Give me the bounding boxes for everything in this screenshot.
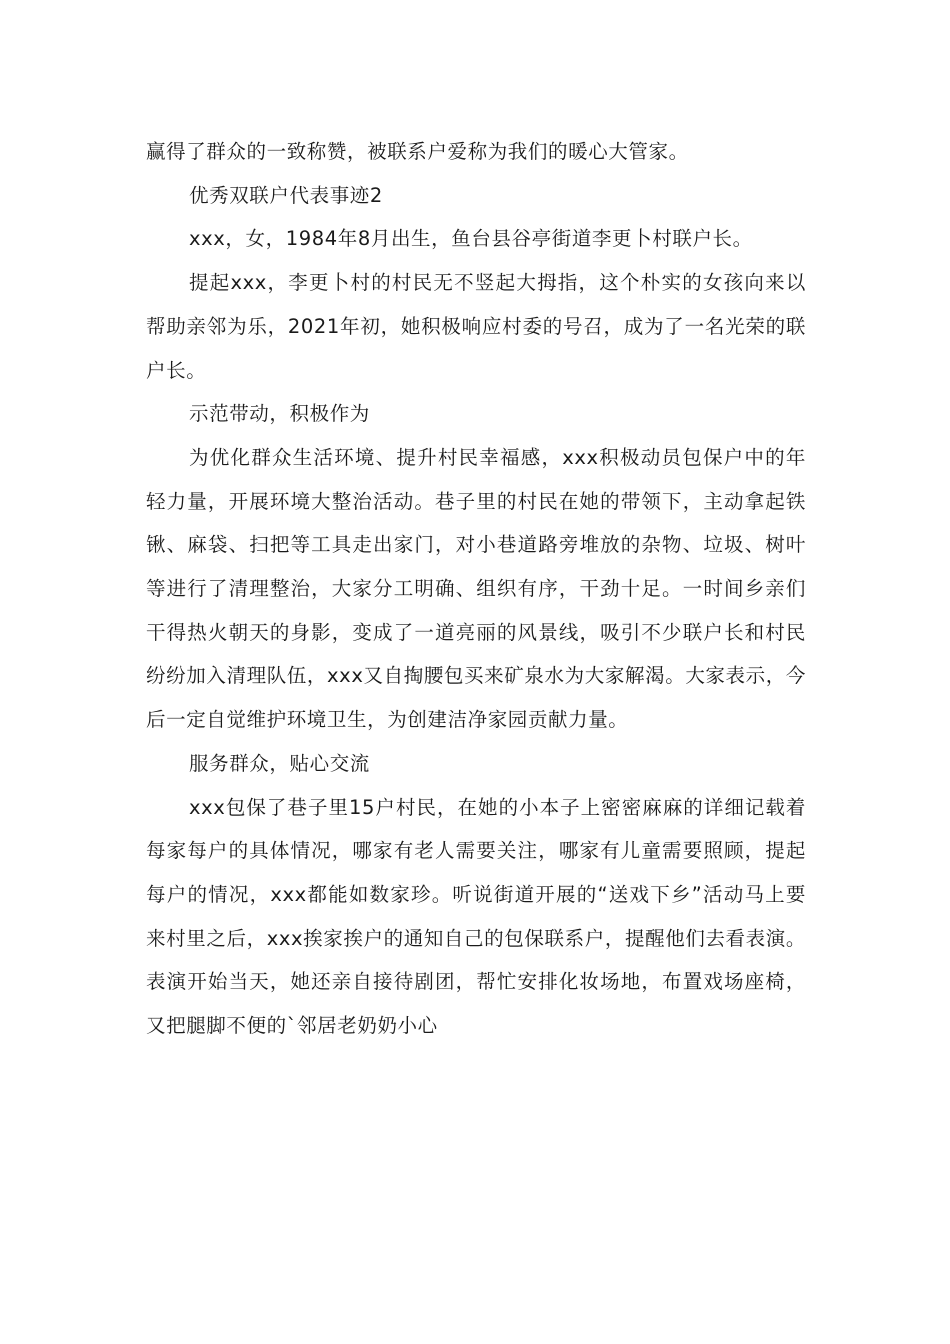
section-heading-demonstration: 示范带动，积极作为 [189, 402, 370, 426]
paragraph-continuation: 赢得了群众的一致称赞，被联系户爱称为我们的暖心大管家。 [146, 140, 689, 163]
document-body [146, 130, 806, 1048]
section-heading-title: 优秀双联户代表事迹2 [189, 183, 383, 207]
paragraph-environment: 为优化群众生活环境、提升村民幸福感，xxx积极动员包保户中的年轻力量，开展环境大整治活动。巷子里的村民在她的带领下，主动拿起铁锹、麻袋、扫把等工具走出家门，对小巷道路旁堆放的杂物、垃圾、树叶等进行了清理整治，大家分工明确、组织有序，干劲十足。一时间乡亲们干得热火朝天的身影，变成了一道亮丽的风景线，吸引不少联户长和村民纷纷加入清理队伍，xxx又自掏腰包买来矿泉水为大家解渴。大家表示，今后一定自觉维护环境卫生，为创建洁净家园贡献力量。 [146, 445, 806, 732]
paragraph-profile: xxx，女，1984年8月出生，鱼台县谷亭街道李更卜村联户长。 [189, 227, 753, 251]
paragraph-service: xxx包保了巷子里15户村民，在她的小本子上密密麻麻的详细记载着每家每户的具体情况，哪家有老人需要关注，哪家有儿童需要照顾，提起每户的情况，xxx都能如数家珍。听说街道开展的“送戏下乡”活动马上要来村里之后，xxx挨家挨户的通知自己的包保联系户，提醒他们去看表演。表演开始当天，她还亲自接待剧团，帮忙安排化妆场地，布置戏场座椅，又把腿脚不便的`邻居老奶奶小心 [146, 795, 806, 1038]
section-heading-service: 服务群众，贴心交流 [189, 751, 370, 775]
paragraph-introduction: 提起xxx，李更卜村的村民无不竖起大拇指，这个朴实的女孩向来以帮助亲邻为乐，2021年初，她积极响应村委的号召，成为了一名光荣的联户长。 [146, 271, 806, 382]
